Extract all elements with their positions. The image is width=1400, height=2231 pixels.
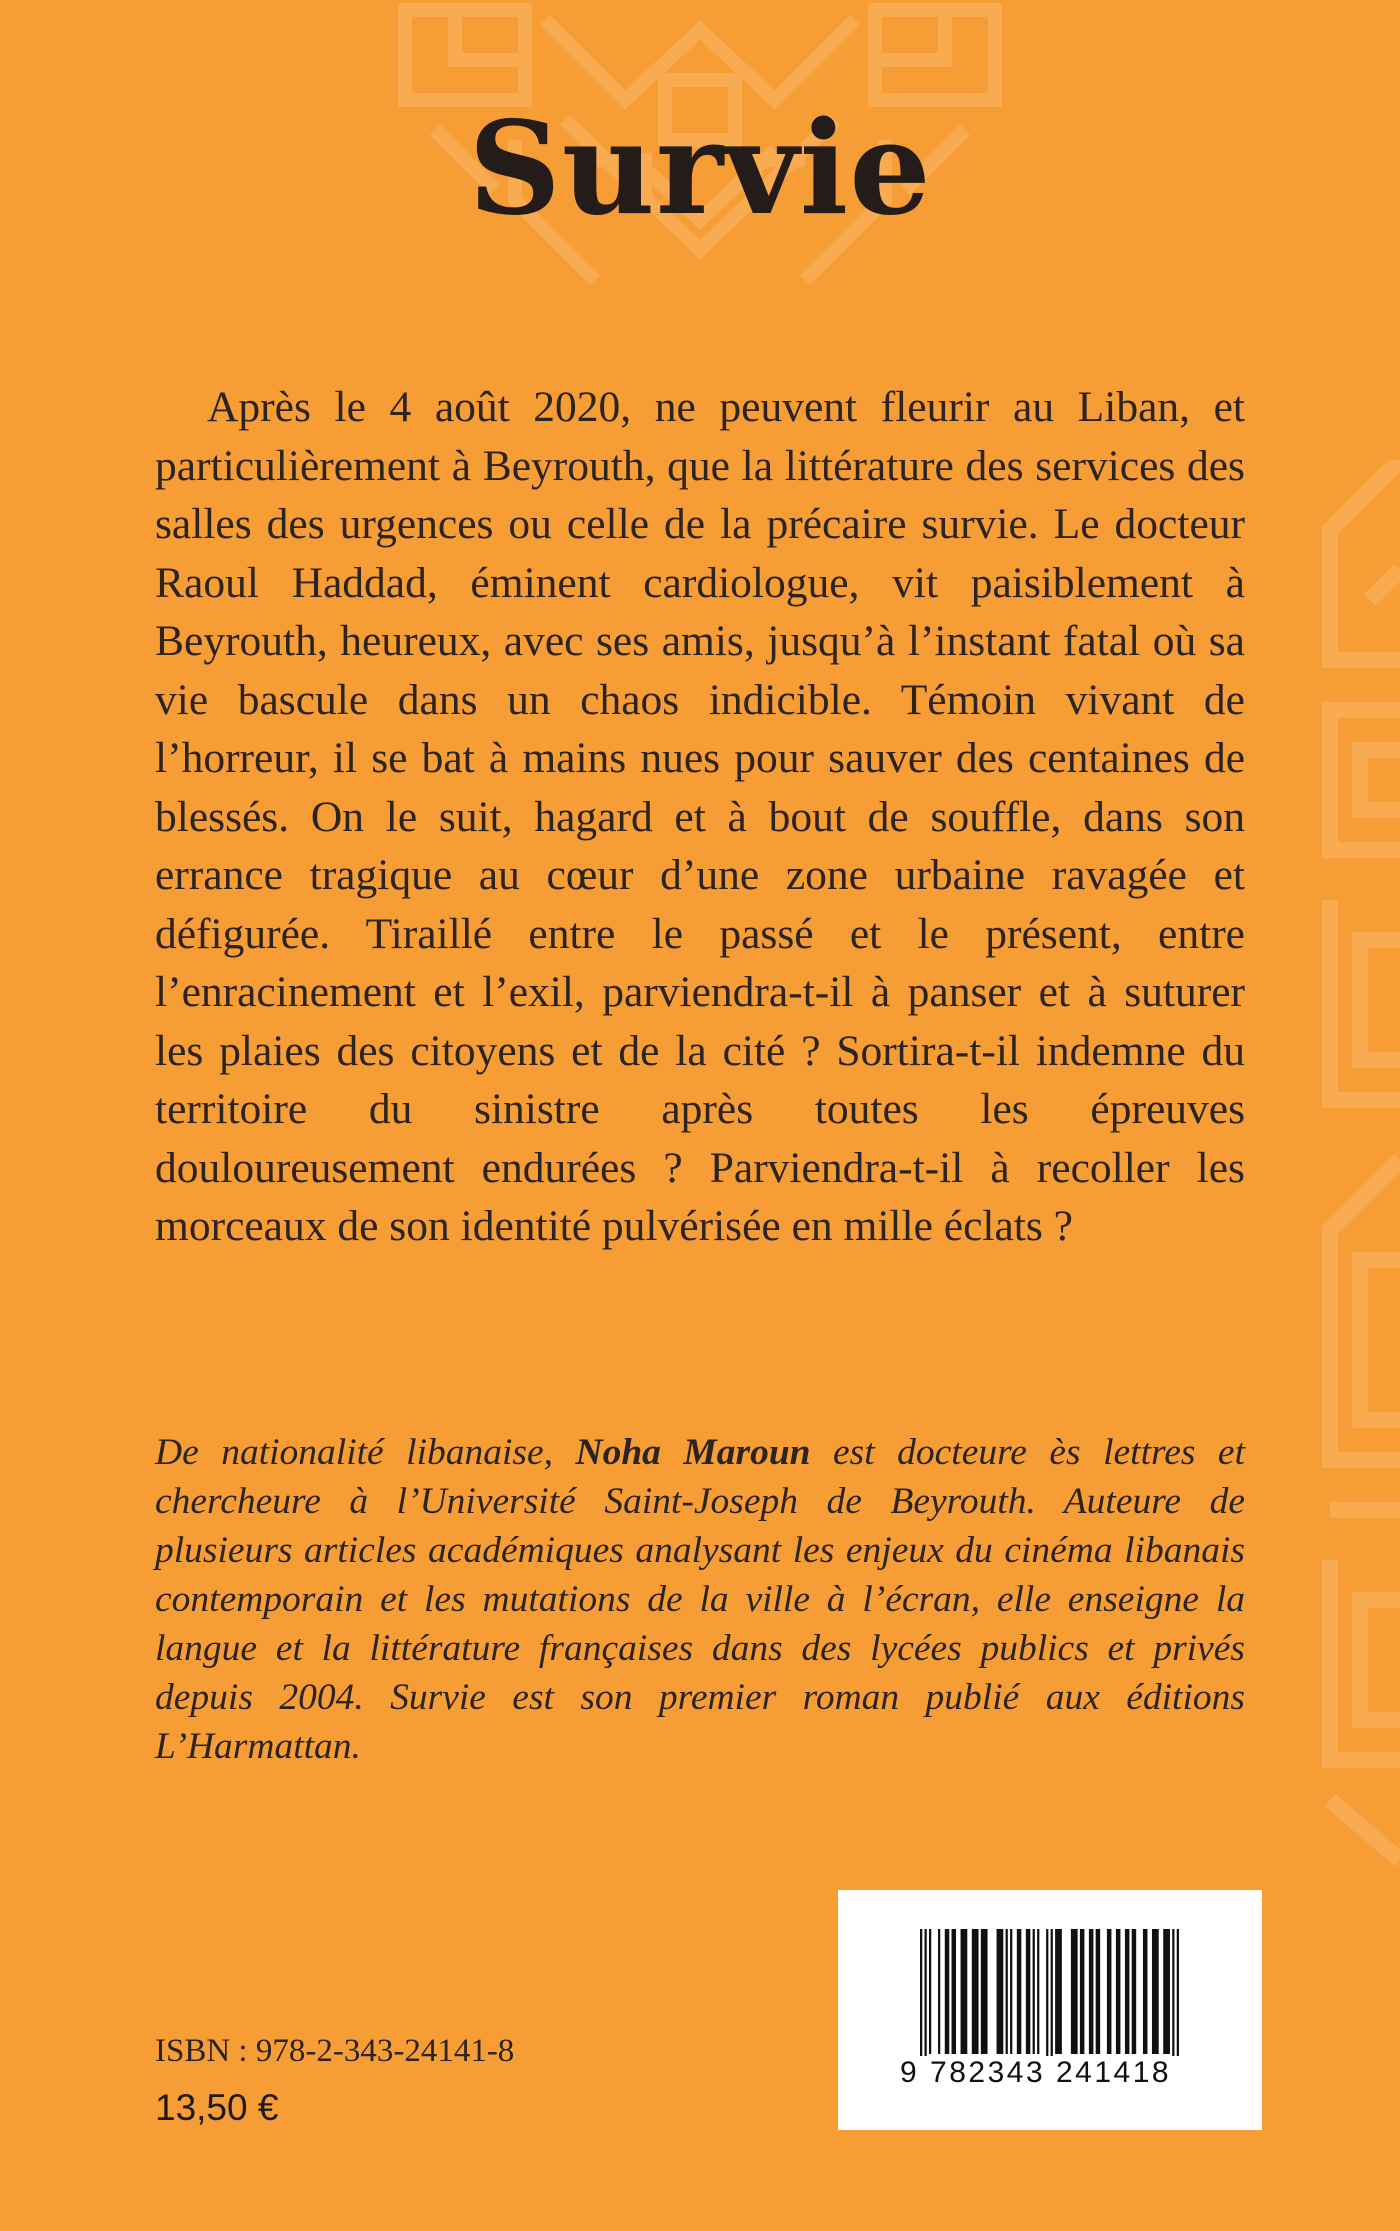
side-ornament-decoration [1300, 460, 1400, 1880]
summary-paragraph: Après le 4 août 2020, ne peuvent fleurir au Liban, et particulièrement à Beyrouth, que la littérature des services des salles des urgences ou celle de la précaire survie. Le docteur Raoul Haddad, éminent cardiologue, vit paisiblement à Beyrouth, heureux, avec ses amis, jusqu’à l’instant fatal où sa vie bascule dans un chaos indicible. Témoin vivant de l’horreur, il se bat à mains nues pour sauver des centaines de blessés. On le suit, hagard et à bout de souffle, dans son errance tragique au cœur d’une zone urbaine ravagée et défigurée. Tiraillé entre le passé et le présent, entre l’enracinement et l’exil, parviendra-t-il à panser et à suturer les plaies des citoyens et de la cité ? Sortira-t-il indemne du territoire du sinistre après toutes les épreuves douloureusement endurées ? Parviendra-t-il à recoller les morceaux de son identité pulvérisée en mille éclats ? [155, 383, 1245, 1250]
book-title: Survie [468, 94, 932, 244]
barcode-bars [920, 1929, 1180, 2069]
barcode-bar [1055, 1929, 1062, 2054]
barcode-bar [929, 1929, 931, 2054]
author-bio-paragraph [155, 1428, 1245, 1771]
barcode-bar [925, 1929, 927, 2069]
barcode-bar [1080, 1929, 1085, 2054]
barcode-bar [920, 1929, 922, 2069]
barcode-bar [1046, 1929, 1048, 2069]
author-name: Noha Maroun [575, 1432, 811, 1473]
barcode-bar [1089, 1929, 1094, 2054]
barcode-bar [938, 1929, 940, 2054]
barcode-bar [961, 1929, 968, 2054]
barcode-bar [1125, 1929, 1130, 2054]
barcode [838, 1890, 1262, 2130]
barcode-bar [1107, 1929, 1112, 2054]
barcode-bar [981, 1929, 988, 2054]
barcode-bar [1143, 1929, 1148, 2054]
barcode-bar [1006, 1929, 1008, 2054]
barcode-bar [1177, 1929, 1179, 2069]
barcode-bar [1116, 1929, 1121, 2054]
barcode-bar [1132, 1929, 1137, 2054]
bio-intro-text: De nationalité libanaise, [155, 1432, 576, 1473]
barcode-bar [1010, 1929, 1012, 2054]
barcode-bar [1017, 1929, 1022, 2054]
bio-rest-text: est docteure ès lettres et chercheure à l’Université Saint-Joseph de Beyrouth. Auteure de plusieurs articles académiques analysant les enjeux du cinéma libanais contemporain et les mutations de la ville à l’écran, elle enseigne la langue et la littérature françaises dans des lycées publics et privés depuis 2004. Survie est son premier roman publié aux éditions L’Harmattan. [155, 1432, 1245, 1767]
barcode-digits: 9 782343 241418 [896, 2056, 1200, 2090]
barcode-bar [952, 1929, 957, 2054]
barcode-bar [945, 1929, 950, 2054]
barcode-bar [997, 1929, 1004, 2054]
barcode-bar [1037, 1929, 1039, 2054]
barcode-bar [1026, 1929, 1031, 2054]
book-summary [155, 378, 1245, 1256]
barcode-bar [1152, 1929, 1159, 2054]
barcode-bar [1051, 1929, 1053, 2069]
barcode-bar [1033, 1929, 1035, 2054]
barcode-bar [1163, 1929, 1170, 2054]
barcode-bar [1071, 1929, 1078, 2054]
barcode-bar [972, 1929, 979, 2054]
barcode-bar [1096, 1929, 1101, 2054]
price-label: 13,50 € [155, 2087, 279, 2128]
barcode-bar [1172, 1929, 1174, 2069]
author-bio [155, 1428, 1245, 1771]
isbn-number: ISBN : 978-2-343-24141-8 [155, 2033, 515, 2069]
